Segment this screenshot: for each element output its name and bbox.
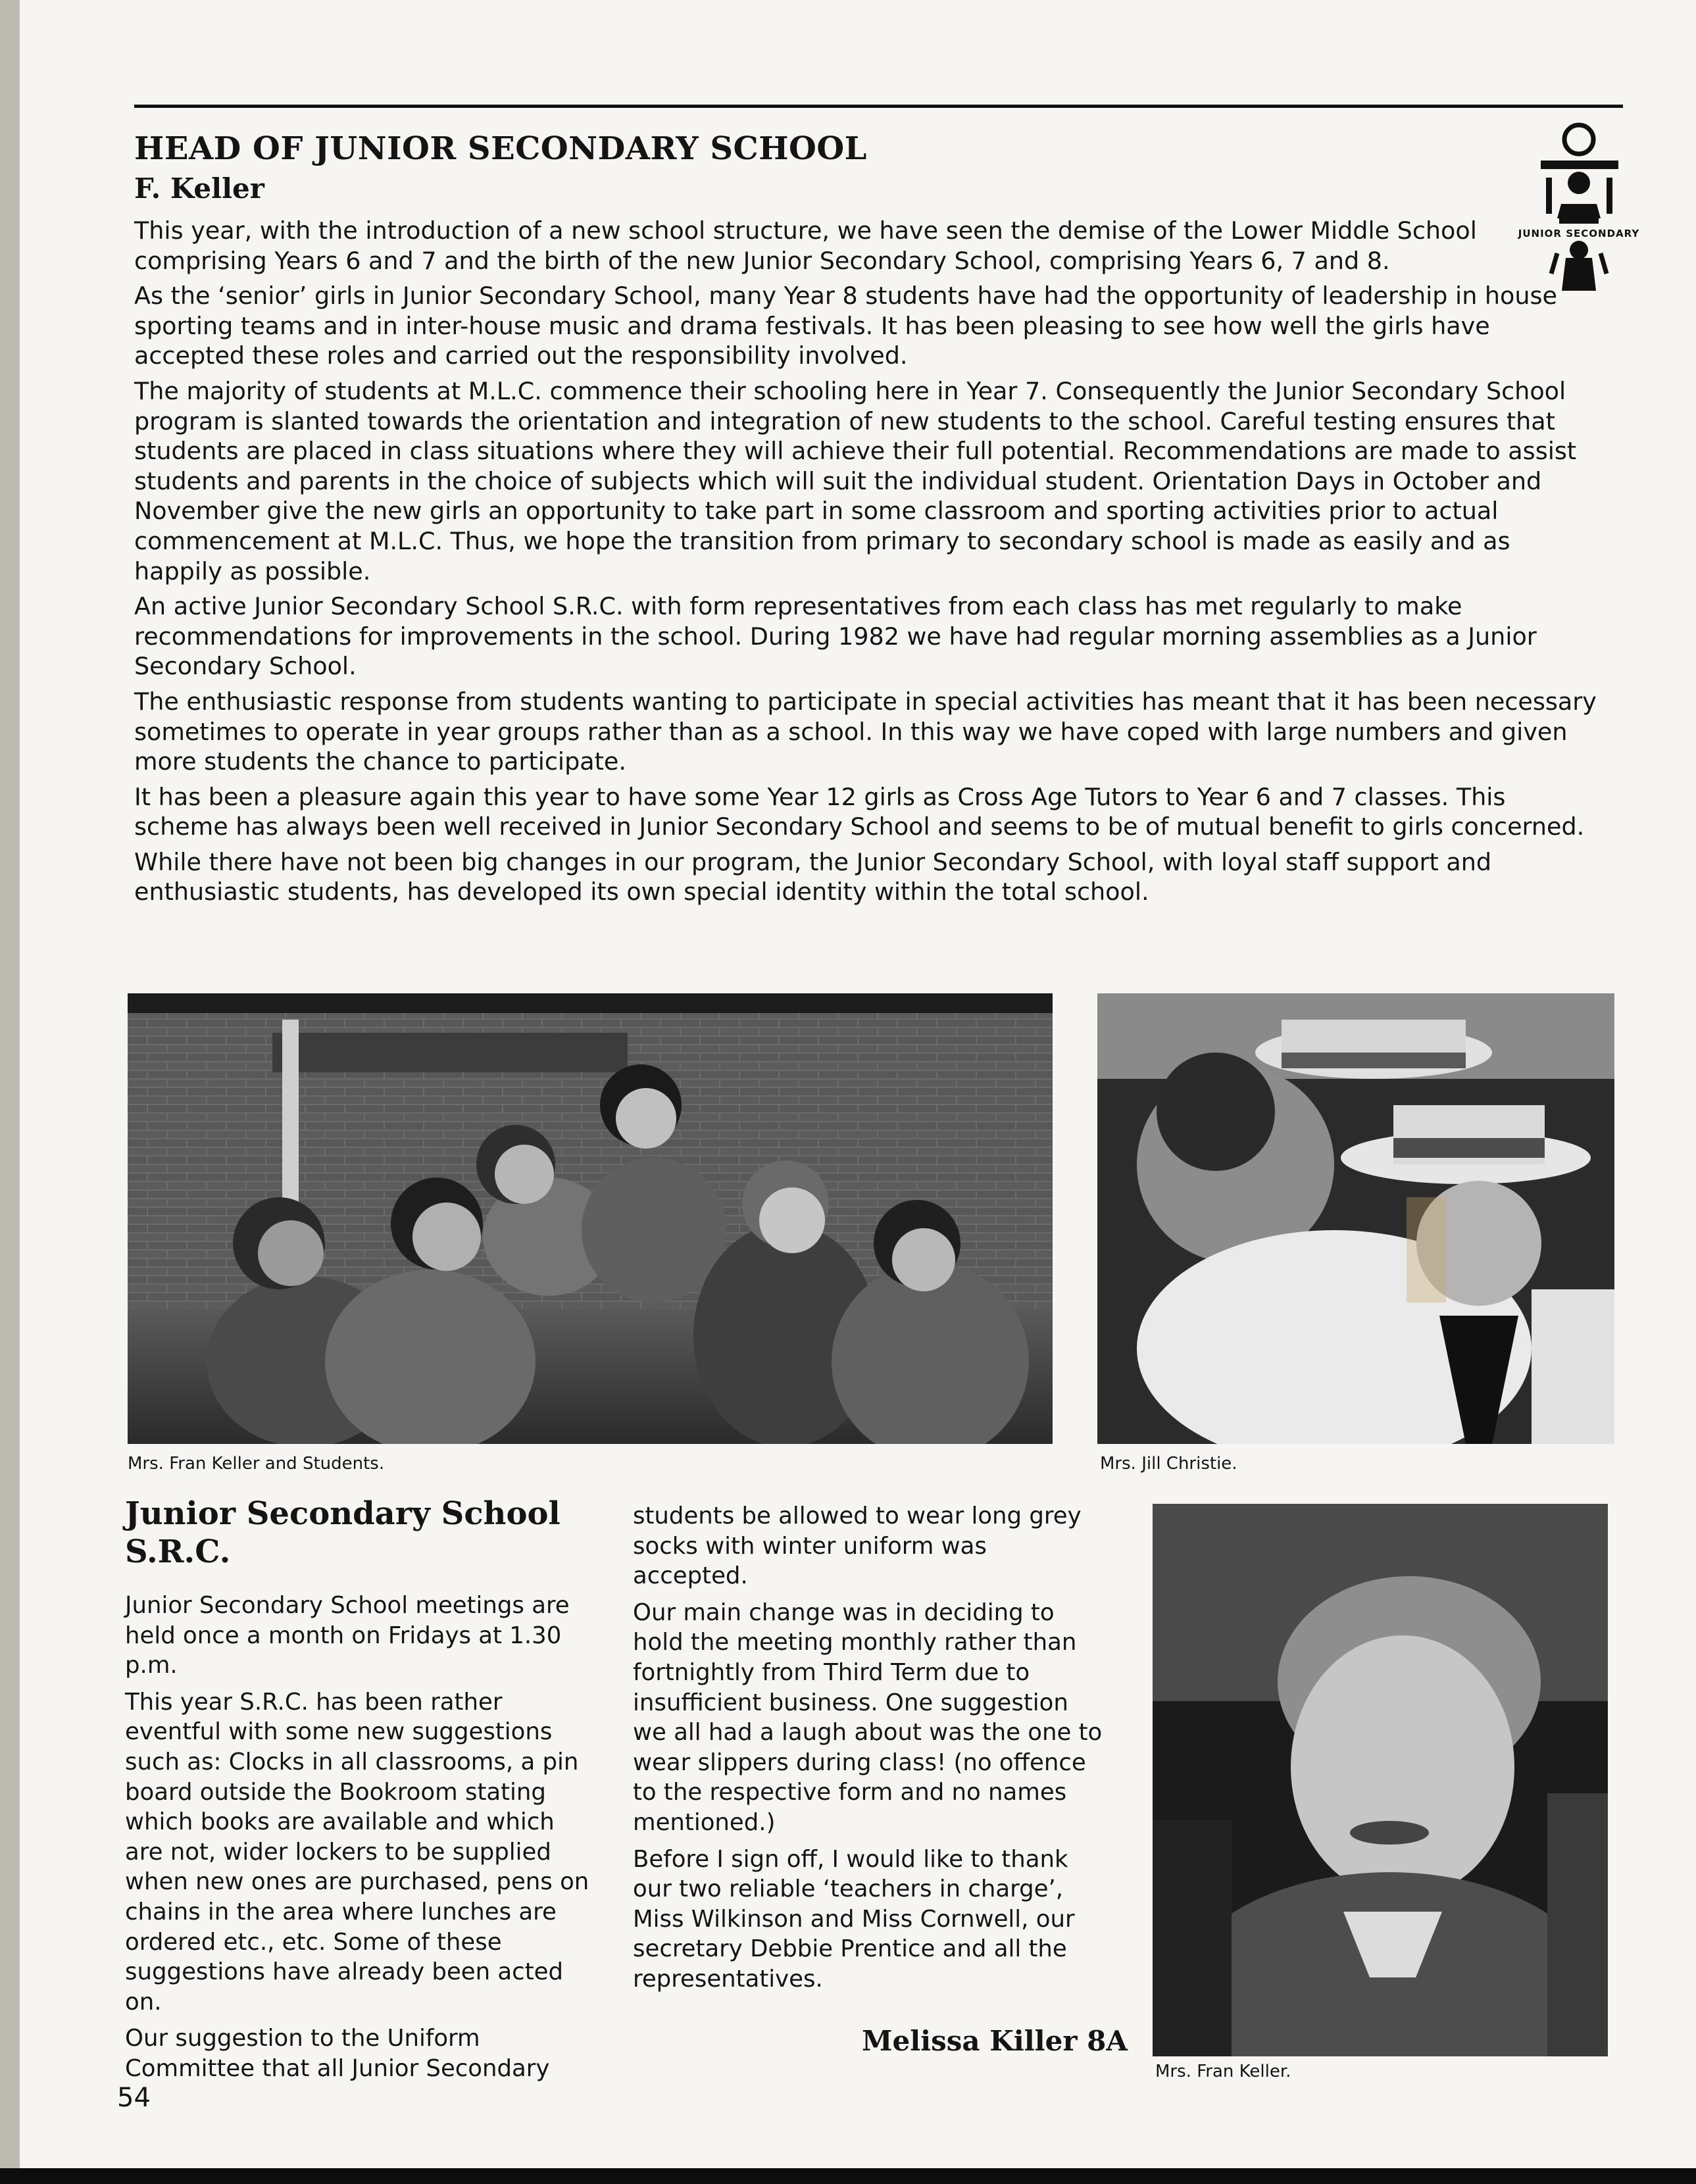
- article-author: F. Keller: [134, 172, 264, 205]
- header-rule: [134, 105, 1623, 108]
- src-paragraph: Junior Secondary School meetings are held once a month on Fridays at 1.30 p.m.: [125, 1592, 570, 1679]
- src-title-line2: S.R.C.: [125, 1533, 231, 1570]
- christie-photo-caption: Mrs. Jill Christie.: [1100, 1454, 1237, 1474]
- article-paragraph: The enthusiastic response from students wanting to participate in special activities has meant that it has been necessary sometimes to operate in year groups rather than as a school. In this way we have coped with large numbers and given more students the chance to participate.: [134, 687, 1597, 776]
- article-paragraph: This year, with the introduction of a new school structure, we have seen the demise of the Lower Middle School comprising Years 6 and 7 and the birth of the new Junior Secondary School, comprising Years 6, 7 and 8.: [134, 216, 1477, 275]
- src-paragraph: This year S.R.C. has been rather eventful with some new suggestions such as: Clocks in all classrooms, a pin board outside the Bookroom stating which books are available and which are not, wider lockers to be supplied when new ones are purchased, pens on chains in the area where lunches are ordered etc., etc. Some of these suggestions have already been acted on.: [125, 1688, 589, 2016]
- article-paragraph: It has been a pleasure again this year to have some Year 12 girls as Cross Age Tutors to Year 6 and 7 classes. This scheme has always been well received in Junior Secondary School and seems to be of mutual benefit to girls concerned.: [134, 782, 1585, 841]
- page-title: HEAD OF JUNIOR SECONDARY SCHOOL: [134, 130, 867, 167]
- article-paragraph: While there have not been big changes in our program, the Junior Secondary School, with loyal staff support and enthusiastic students, has developed its own special identity within the total school.: [134, 847, 1492, 906]
- page-number: 54: [117, 2083, 151, 2113]
- src-column-2: [633, 1501, 1107, 2001]
- group-photo: [128, 993, 1053, 1444]
- src-paragraph: Before I sign off, I would like to thank our two reliable ‘teachers in charge’, Miss Wilkinson and Miss Cornwell, our secretary Debbie Prentice and all the representatives.: [633, 1845, 1075, 1993]
- page-spine: [0, 0, 20, 2184]
- src-section-title: [125, 1495, 599, 1571]
- christie-photo: [1097, 993, 1614, 1444]
- article-body: [134, 216, 1601, 912]
- logo-label: JUNIOR SECONDARY: [1518, 228, 1640, 239]
- src-paragraph: students be allowed to wear long grey socks with winter uniform was accepted.: [633, 1502, 1082, 1590]
- keller-portrait-caption: Mrs. Fran Keller.: [1155, 2062, 1291, 2081]
- page-bottom-edge: [0, 2168, 1696, 2184]
- src-paragraph: Our main change was in deciding to hold the meeting monthly rather than fortnightly from Third Term due to insufficient business. One suggestion we all had a laugh about was the one to wear slippers during class! (no offence to the respective form and no names mentioned.): [633, 1599, 1103, 1836]
- group-photo-caption: Mrs. Fran Keller and Students.: [128, 1454, 385, 1474]
- src-signature: Melissa Killer 8A: [862, 2025, 1128, 2057]
- keller-portrait-photo: [1153, 1504, 1608, 2056]
- src-paragraph: Our suggestion to the Uniform Committee that all Junior Secondary: [125, 2025, 550, 2082]
- article-paragraph: The majority of students at M.L.C. commence their schooling here in Year 7. Consequently the Junior Secondary School program is slanted towards the orientation and integration of new students to the school. Careful testing ensures that students are placed in class situations where they will achieve their full potential. Recommendations are made to assist students and parents in the choice of subjects which will suit the individual student. Orientation Days in October and November give the new girls an opportunity to take part in some classroom and sporting activities prior to actual commencement at M.L.C. Thus, we hope the transition from primary to secondary school is made as easily and as happily as possible.: [134, 376, 1577, 585]
- src-title-line1: Junior Secondary School: [125, 1495, 561, 1532]
- article-paragraph: An active Junior Secondary School S.R.C. with form representatives from each class has met regularly to make recommendations for improvements in the school. During 1982 we have had regular morning assemblies as a Junior Secondary School.: [134, 592, 1537, 681]
- article-paragraph: As the ‘senior’ girls in Junior Secondary School, many Year 8 students have had the opportunity of leadership in house sporting teams and in inter-house music and drama festivals. It has been pleasing to see how well the girls have accepted these roles and carried out the responsibility involved.: [134, 282, 1557, 370]
- src-column-1: [125, 1591, 599, 2091]
